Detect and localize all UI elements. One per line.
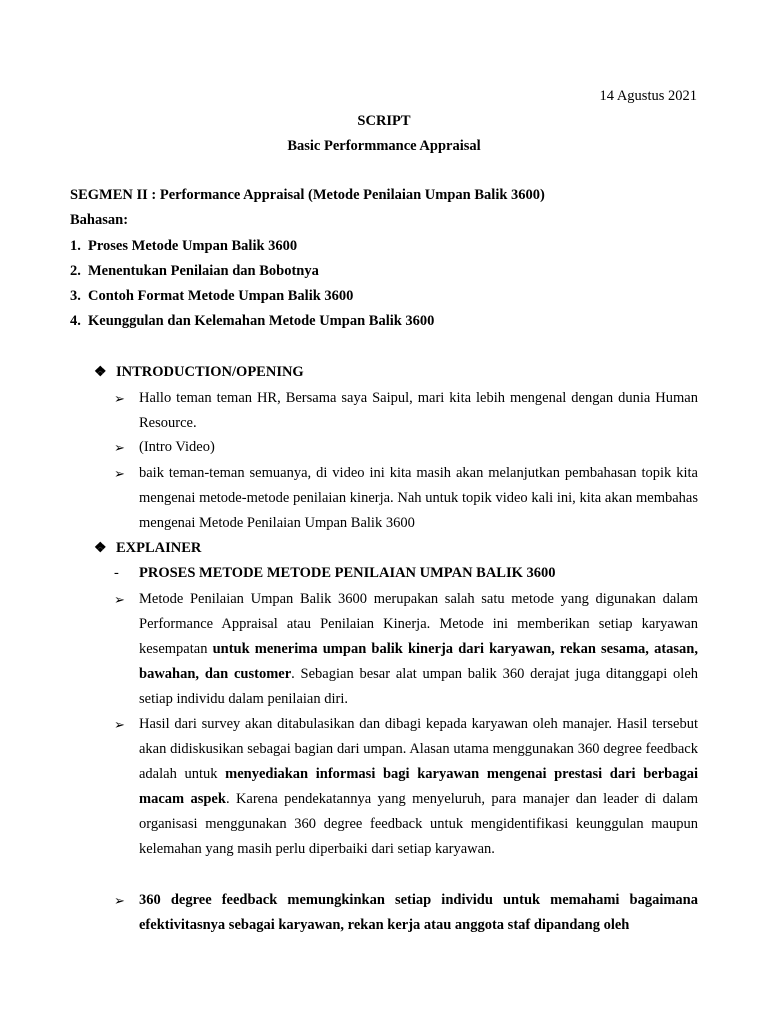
explainer-subheading [114, 565, 556, 582]
intro-item-text: Hallo teman teman HR, Bersama saya Saipul, mari kita lebih mengenal dengan dunia Human Resource. [139, 390, 698, 431]
explainer-item [114, 587, 698, 712]
topic-text: Proses Metode Umpan Balik 3600 [88, 238, 298, 254]
arrow-bullet-icon: ➢ [114, 592, 125, 607]
section-intro-heading [94, 364, 304, 381]
topic-item [70, 262, 434, 287]
explainer-item-text: 360 degree feedback memungkinkan setiap individu untuk memahami bagaimana efektivitasnya sebagai karyawan, rekan kerja atau anggota staf dipandang oleh [139, 892, 698, 933]
topic-item [70, 237, 434, 262]
explainer-subheading-text: PROSES METODE METODE PENILAIAN UMPAN BALIK 3600 [139, 565, 556, 581]
section-explainer-label: EXPLAINER [116, 540, 202, 556]
text-run: . Sebagian besar alat umpan balik 360 derajat juga ditanggapi oleh setiap individu dalam penilaian diri. [139, 666, 698, 707]
explainer-item-text [139, 587, 698, 712]
document-title: SCRIPT [357, 113, 411, 129]
topic-number: 4. [70, 313, 81, 329]
intro-item [114, 461, 698, 536]
arrow-bullet-icon: ➢ [114, 391, 125, 406]
topic-number: 2. [70, 263, 81, 279]
topic-number: 3. [70, 288, 81, 304]
topic-number: 1. [70, 238, 81, 254]
explainer-item-text [139, 712, 698, 862]
text-run: Metode Penilaian Umpan Balik 3600 merupakan salah satu metode yang digunakan dalam Performance Appraisal atau Penilaian Kinerja. Metode ini memberikan setiap karyawan kesempatan [139, 591, 698, 657]
intro-item-text: baik teman-teman semuanya, di video ini kita masih akan melanjutkan pembahasan topik kita mengenai metode-metode penilaian kinerja. Nah untuk topik video kali ini, kita akan membahas mengenai Metode Penilaian Umpan Balik 3600 [139, 465, 698, 531]
text-run-bold: menyediakan informasi bagi karyawan mengenai prestasi dari berbagai macam aspek [139, 766, 698, 807]
diamond-bullet-icon: ❖ [94, 365, 107, 380]
section-intro-label: INTRODUCTION/OPENING [116, 364, 304, 380]
intro-item [114, 386, 698, 436]
topic-list [70, 237, 434, 337]
arrow-bullet-icon: ➢ [114, 440, 125, 455]
section-explainer-heading [94, 540, 201, 557]
diamond-bullet-icon: ❖ [94, 541, 107, 556]
topic-item [70, 312, 434, 337]
arrow-bullet-icon: ➢ [114, 466, 125, 481]
text-run: Hasil dari survey akan ditabulasikan dan dibagi kepada karyawan oleh manajer. Hasil tersebut akan didiskusikan sebagai bagian dari umpan. Alasan utama menggunakan 360 degree feedback adalah untuk [139, 716, 698, 782]
topic-text: Keunggulan dan Kelemahan Metode Umpan Balik 3600 [88, 313, 435, 329]
text-run: . Karena pendekatannya yang menyeluruh, para manajer dan leader di dalam organisasi menggunakan 360 degree feedback untuk mengidentifikasi keunggulan maupun kelemahan yang masih perlu diperbaiki dari setiap karyawan. [139, 791, 698, 857]
arrow-bullet-icon: ➢ [114, 717, 125, 732]
intro-item-text: (Intro Video) [139, 439, 215, 455]
document-date: 14 Agustus 2021 [599, 88, 697, 104]
topic-text: Menentukan Penilaian dan Bobotnya [88, 263, 319, 279]
segment-heading: SEGMEN II : Performance Appraisal (Metode Penilaian Umpan Balik 3600) [70, 187, 545, 203]
dash-bullet: - [114, 565, 119, 581]
topic-text: Contoh Format Metode Umpan Balik 3600 [88, 288, 354, 304]
text-run-bold: untuk menerima umpan balik kinerja dari karyawan, rekan sesama, atasan, bawahan, dan customer [139, 641, 698, 682]
bahasan-label: Bahasan: [70, 212, 129, 228]
explainer-item [114, 712, 698, 862]
document-subtitle: Basic Performmance Appraisal [287, 138, 481, 154]
topic-item [70, 287, 434, 312]
arrow-bullet-icon: ➢ [114, 893, 125, 908]
intro-item [114, 435, 698, 460]
explainer-item [114, 888, 698, 938]
